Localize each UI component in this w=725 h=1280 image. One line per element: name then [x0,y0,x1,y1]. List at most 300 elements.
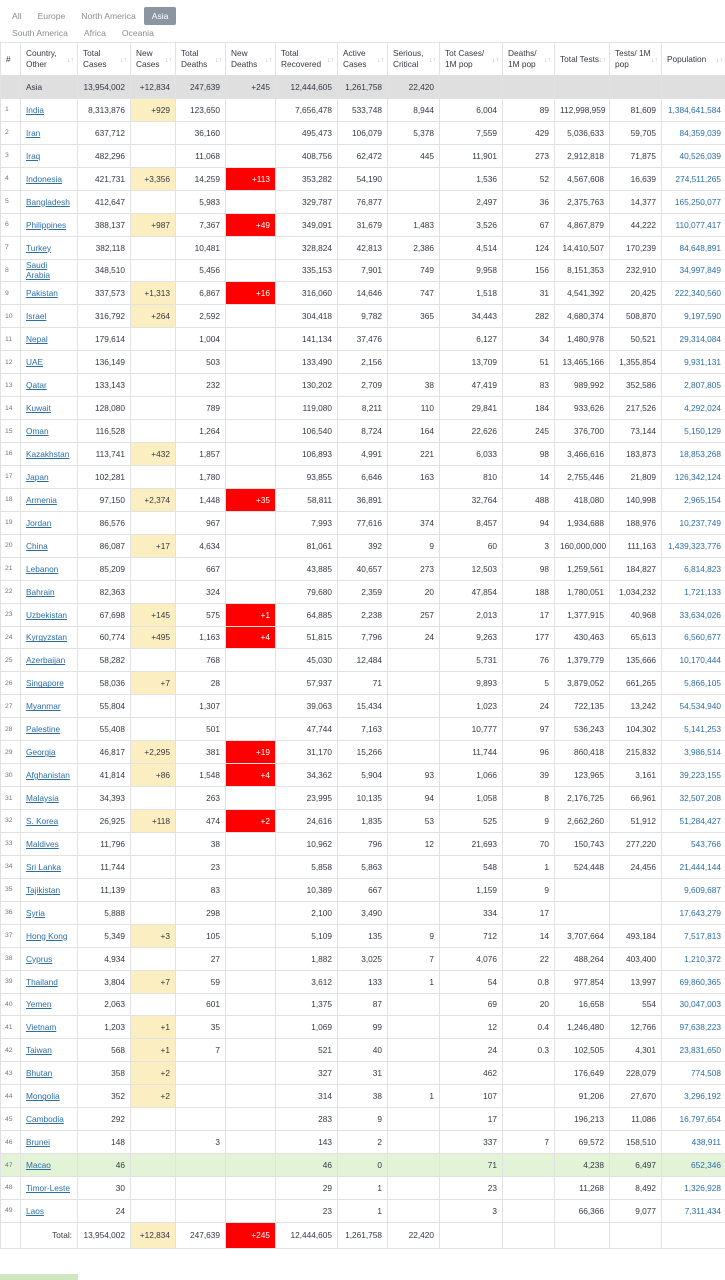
cell-deaths-per-million: 0.3 [503,1039,555,1062]
population-link[interactable]: 10,170,444 [679,655,721,666]
population-link[interactable]: 9,931,131 [684,357,721,368]
cell-total-cases: 86,576 [78,511,131,534]
country-link[interactable]: Iraq [26,150,41,161]
cell-total-tests: 933,626 [555,397,610,420]
population-link[interactable]: 165,250,077 [674,196,721,207]
cell-country [21,328,78,351]
population-link[interactable]: 274,511,265 [675,173,721,184]
cell-total-cases: 60,774 [78,626,131,649]
cell-rank: 21 [1,557,21,580]
sort-arrows-icon[interactable]: ↓↑ [377,57,384,64]
tab-europe[interactable]: Europe [37,11,66,21]
cell-total-recovered: 45,030 [276,649,338,672]
cell-population [662,144,725,167]
sort-arrows-icon[interactable]: ↓↑ [215,57,222,64]
country-link[interactable]: Palestine [26,724,61,735]
cell-new-cases [131,397,176,420]
population-link[interactable]: 54,534,940 [679,701,721,712]
country-link[interactable]: Pakistan [26,288,58,299]
column-header-total-recovered[interactable] [276,43,338,76]
table-row [1,741,725,764]
cell-deaths-per-million: 24 [503,695,555,718]
cell-country [21,1108,78,1131]
cell-country [21,993,78,1016]
table-row [1,947,725,970]
cell-country [21,626,78,649]
cell-serious-critical [388,672,440,695]
country-link[interactable]: Japan [26,471,49,482]
cell-active-cases: 8,211 [338,397,388,420]
cell-total-deaths: 7,367 [176,213,226,236]
population-link[interactable]: 1,721,133 [684,586,721,597]
country-link[interactable]: India [26,104,44,115]
cell-total-cases: 58,036 [78,672,131,695]
column-header-total-cases[interactable] [78,43,131,76]
cell-population [662,511,725,534]
population-link[interactable]: 9,609,687 [684,884,721,895]
country-link[interactable]: Macao [26,1160,51,1171]
cell-country [21,1131,78,1154]
cell-new-deaths: +1 [226,603,276,626]
cell-cases-per-million: 29,841 [440,397,503,420]
cell-new-deaths [226,1199,276,1222]
cell-tests-per-million: 71,875 [610,144,662,167]
cell-active-cases: 71 [338,672,388,695]
cell-cases-per-million: 334 [440,901,503,924]
cell-serious-critical [388,1199,440,1222]
cell-deaths-per-million: 429 [503,121,555,144]
table-row [1,351,725,374]
cell-deaths-per-million [503,1085,555,1108]
cell-total-cases: 352 [78,1085,131,1108]
population-link[interactable]: 69,860,365 [679,976,721,987]
population-link[interactable]: 1,439,323,776 [667,540,721,551]
population-link[interactable]: 29,314,084 [679,334,721,345]
cell-new-deaths [226,1108,276,1131]
cell-population [662,167,725,190]
country-link[interactable]: Hong Kong [26,930,68,941]
country-link[interactable]: Mongolia [26,1091,60,1102]
cell-new-cases [131,695,176,718]
cell-country [21,1062,78,1085]
cell-new-deaths: +245 [226,1222,276,1248]
country-link[interactable]: Georgia [26,747,56,758]
cell-total-recovered: 1,375 [276,993,338,1016]
cell-total-deaths: 263 [176,787,226,810]
cell-new-cases [131,328,176,351]
cell-tests-per-million: 24,456 [610,855,662,878]
population-link[interactable]: 126,342,124 [674,471,721,482]
tab-africa[interactable]: Africa [83,28,106,38]
country-link[interactable]: Brunei [26,1137,50,1148]
population-link[interactable]: 40,526,039 [679,150,721,161]
table-row [1,511,725,534]
population-link[interactable]: 6,814,823 [684,563,721,574]
cell-cases-per-million: 23 [440,1177,503,1200]
cell-total-tests: 2,662,260 [555,810,610,833]
cell-rank: 14 [1,397,21,420]
cell-rank: 44 [1,1085,21,1108]
population-link[interactable]: 1,326,928 [684,1182,721,1193]
cell-tests-per-million: 232,910 [610,259,662,282]
cell-new-cases [131,832,176,855]
cell-total-tests: 2,912,818 [555,144,610,167]
cell-new-cases: +3 [131,924,176,947]
cell-country [21,1016,78,1039]
cell-rank: 42 [1,1039,21,1062]
country-link[interactable]: Kazakhstan [26,448,70,459]
cell-active-cases: 7,796 [338,626,388,649]
sort-arrows-icon[interactable]: ↓↑ [544,57,551,64]
cell-serious-critical [388,1039,440,1062]
sort-arrows-icon[interactable]: ↓↑ [265,57,272,64]
cell-new-deaths [226,1085,276,1108]
country-link[interactable]: Bahrain [26,586,55,597]
cell-active-cases: 1,261,758 [338,1222,388,1248]
cell-new-cases: +145 [131,603,176,626]
cell-new-deaths [226,98,276,121]
cell-active-cases: 533,748 [338,98,388,121]
cell-total-tests: 5,036,633 [555,121,610,144]
cell-total-cases: 133,143 [78,374,131,397]
cell-total-recovered: 7,993 [276,511,338,534]
cell-deaths-per-million: 39 [503,764,555,787]
population-link[interactable]: 7,311,434 [684,1205,721,1216]
cell-country [21,1154,78,1177]
cell-tests-per-million: 9,077 [610,1199,662,1222]
table-row [1,764,725,787]
cell-tests-per-million: 4,301 [610,1039,662,1062]
tab-north-america[interactable]: North America [81,11,136,21]
population-link[interactable]: 21,444,144 [679,861,721,872]
cell-cases-per-million: 2,497 [440,190,503,213]
country-link[interactable]: Kyrgyzstan [26,632,68,643]
country-link[interactable]: Iran [26,127,41,138]
population-link[interactable]: 110,077,417 [675,219,721,230]
population-link[interactable]: 7,517,813 [684,930,721,941]
population-link[interactable]: 84,359,039 [679,127,721,138]
cell-cases-per-million: 12,503 [440,557,503,580]
cell-total-deaths: 768 [176,649,226,672]
cell-tests-per-million: 352,586 [610,374,662,397]
country-link[interactable]: Cambodia [26,1114,64,1125]
country-link[interactable]: UAE [26,357,44,368]
cell-new-deaths [226,374,276,397]
cell-total-tests [555,901,610,924]
population-link[interactable]: 1,384,641,584 [667,104,721,115]
country-link[interactable]: Nepal [26,334,48,345]
population-link[interactable]: 5,150,129 [684,426,721,437]
cell-new-cases [131,190,176,213]
population-link[interactable]: 9,197,590 [684,311,721,322]
cell-new-deaths [226,1177,276,1200]
cell-total-deaths: 503 [176,351,226,374]
population-link[interactable]: 222,340,560 [674,288,721,299]
population-link[interactable]: 16,797,654 [679,1114,721,1125]
country-link[interactable]: Israel [26,311,47,322]
tab-all[interactable]: All [12,11,22,21]
cell-total-tests: 4,867,879 [555,213,610,236]
cell-rank: 4 [1,167,21,190]
cell-country [21,443,78,466]
column-header-new-cases[interactable] [131,43,176,76]
cell-population [662,947,725,970]
cell-new-deaths [226,993,276,1016]
country-link[interactable]: Afghanistan [26,770,70,781]
country-link[interactable]: Tajikistan [26,884,61,895]
cell-active-cases: 38 [338,1085,388,1108]
sort-arrows-icon[interactable]: ↓↑ [651,57,658,64]
country-link[interactable]: Armenia [26,494,57,505]
country-link[interactable]: Kuwait [26,403,51,414]
country-link[interactable]: Timor-Leste [26,1182,70,1193]
cell-total-tests [555,1222,610,1248]
country-link[interactable]: Laos [26,1205,44,1216]
cell-rank: 25 [1,649,21,672]
population-link[interactable]: 33,634,026 [679,609,721,620]
cell-cases-per-million: 1,518 [440,282,503,305]
country-link[interactable]: China [26,540,48,551]
cell-serious-critical: 221 [388,443,440,466]
cell-new-deaths [226,901,276,924]
cell-total-cases: 292 [78,1108,131,1131]
country-link[interactable]: Uzbekistan [26,609,68,620]
cell-total-tests: 2,176,725 [555,787,610,810]
table-row [1,1131,725,1154]
cell-total-deaths: 667 [176,557,226,580]
country-link[interactable]: Lebanon [26,563,59,574]
population-link[interactable]: 1,210,372 [684,953,721,964]
country-link[interactable]: Jordan [26,517,52,528]
cell-active-cases: 135 [338,924,388,947]
cell-total-cases: 30 [78,1177,131,1200]
population-link[interactable]: 774,508 [691,1068,721,1079]
cell-serious-critical [388,901,440,924]
country-link[interactable]: Turkey [26,242,52,253]
cell-total-tests: 524,448 [555,855,610,878]
country-link[interactable]: Sri Lanka [26,861,62,872]
population-link[interactable]: 543,766 [691,838,721,849]
column-header-total-tests[interactable] [555,43,610,76]
cell-population [662,259,725,282]
cell-total-tests: 4,567,608 [555,167,610,190]
cell-total-cases: 24 [78,1199,131,1222]
cell-total-tests: 1,780,051 [555,580,610,603]
country-link[interactable]: S. Korea [26,815,59,826]
cell-serious-critical [388,649,440,672]
column-header-population[interactable] [662,43,725,76]
cell-total-tests: 176,649 [555,1062,610,1085]
cell-total-tests: 3,707,664 [555,924,610,947]
population-link[interactable]: 39,223,155 [679,770,721,781]
cell-tests-per-million: 14,377 [610,190,662,213]
cell-total-cases: 4,934 [78,947,131,970]
country-link[interactable]: Bhutan [26,1068,53,1079]
table-row [1,672,725,695]
column-header-deaths-per-million[interactable] [503,43,555,76]
population-link[interactable]: 97,638,223 [679,1022,721,1033]
cell-serious-critical: 164 [388,420,440,443]
cell-rank: 15 [1,420,21,443]
column-header-tests-per-million[interactable] [610,43,662,76]
cell-total-cases: 568 [78,1039,131,1062]
cell-rank: 33 [1,832,21,855]
cell-deaths-per-million: 34 [503,328,555,351]
country-link[interactable]: Qatar [26,380,47,391]
cell-country [21,832,78,855]
cell-rank: 19 [1,511,21,534]
column-header-rank[interactable] [1,43,21,76]
table-row [1,718,725,741]
population-link[interactable]: 438,911 [691,1137,721,1148]
country-link[interactable]: Cyprus [26,953,53,964]
cell-new-deaths [226,511,276,534]
cell-new-deaths [226,328,276,351]
cell-new-deaths [226,787,276,810]
cell-serious-critical: 110 [388,397,440,420]
cell-total-cases: 482,296 [78,144,131,167]
tab-asia[interactable]: Asia [144,7,177,25]
cell-tests-per-million: 65,613 [610,626,662,649]
sort-arrows-icon[interactable]: ↓↑ [599,57,606,64]
cell-total-cases: 1,203 [78,1016,131,1039]
cell-total-recovered: 46 [276,1154,338,1177]
cell-total-deaths: 1,857 [176,443,226,466]
cell-active-cases: 10,135 [338,787,388,810]
cell-total-tests: 66,366 [555,1199,610,1222]
country-link[interactable]: Philippines [26,219,67,230]
table-row [1,488,725,511]
column-header-active-cases[interactable] [338,43,388,76]
cell-total-deaths: 1,780 [176,465,226,488]
cell-total-deaths: 1,264 [176,420,226,443]
country-link[interactable]: Indonesia [26,173,62,184]
country-link[interactable]: Myanmar [26,701,61,712]
country-link[interactable]: Syria [26,907,45,918]
cell-country: Total: [21,1222,78,1248]
population-link[interactable]: 23,831,650 [679,1045,721,1056]
population-link[interactable]: 17,643,279 [679,907,721,918]
country-link[interactable]: Singapore [26,678,64,689]
table-row [1,603,725,626]
population-link[interactable]: 652,346 [691,1160,721,1171]
cell-new-cases: +432 [131,443,176,466]
country-link[interactable]: Maldives [26,838,59,849]
country-link[interactable]: Saudi Arabia [26,260,50,281]
population-link[interactable]: 32,507,208 [679,793,721,804]
sort-arrows-icon[interactable]: ↓↑ [165,57,172,64]
population-link[interactable]: 10,237,749 [679,517,721,528]
population-link[interactable]: 6,560,677 [684,632,721,643]
cell-total-deaths: 1,163 [176,626,226,649]
cell-rank: 45 [1,1108,21,1131]
sort-arrows-icon[interactable]: ↓↑ [716,57,723,64]
tab-south-america[interactable]: South America [12,28,68,38]
population-link[interactable]: 30,047,003 [679,999,721,1010]
column-header-cases-per-million[interactable] [440,43,503,76]
cell-total-recovered: 81,061 [276,534,338,557]
population-link[interactable]: 18,853,268 [679,448,721,459]
cell-rank: 2 [1,121,21,144]
column-header-total-deaths[interactable] [176,43,226,76]
sort-arrows-icon[interactable]: ↓↑ [327,57,334,64]
cell-tests-per-million: 140,998 [610,488,662,511]
cell-total-tests: 11,268 [555,1177,610,1200]
population-link[interactable]: 3,296,192 [684,1091,721,1102]
country-link[interactable]: Taiwan [26,1045,52,1056]
table-row [1,121,725,144]
cell-serious-critical: 9 [388,534,440,557]
country-link[interactable]: Vietnam [26,1022,57,1033]
cell-deaths-per-million: 22 [503,947,555,970]
cell-serious-critical [388,328,440,351]
country-link[interactable]: Oman [26,426,49,437]
column-header-serious-critical[interactable] [388,43,440,76]
country-link[interactable]: Azerbaijan [26,655,66,666]
column-header-country[interactable] [21,43,78,76]
cell-country [21,465,78,488]
cell-total-deaths: 6,867 [176,282,226,305]
scroll-indicator [0,1274,78,1280]
population-link[interactable]: 3,986,514 [684,747,721,758]
cell-cases-per-million: 1,159 [440,878,503,901]
cell-serious-critical [388,878,440,901]
cell-rank: 3 [1,144,21,167]
sort-arrows-icon[interactable]: ↓↑ [67,57,74,64]
cell-country [21,695,78,718]
cell-total-tests: 14,410,507 [555,236,610,259]
cell-cases-per-million: 24 [440,1039,503,1062]
country-link[interactable]: Yemen [26,999,52,1010]
cell-active-cases: 1,261,758 [338,76,388,99]
population-link[interactable]: 84,648,891 [679,242,721,253]
population-link[interactable]: 4,292,024 [684,403,721,414]
cell-new-cases [131,259,176,282]
sort-arrows-icon[interactable]: ↓↑ [120,57,127,64]
cell-serious-critical [388,993,440,1016]
cell-population [662,810,725,833]
column-header-label: Active Cases [343,48,367,69]
country-link[interactable]: Thailand [26,976,58,987]
cell-total-cases: 3,804 [78,970,131,993]
country-link[interactable]: Bangladesh [26,196,70,207]
cell-total-recovered: 521 [276,1039,338,1062]
population-link[interactable]: 5,866,105 [684,678,721,689]
cell-total-deaths: 3 [176,1131,226,1154]
population-link[interactable]: 2,965,154 [684,494,721,505]
population-link[interactable]: 2,807,805 [684,380,721,391]
population-link[interactable]: 34,997,849 [679,265,721,276]
cell-tests-per-million: 59,705 [610,121,662,144]
country-link[interactable]: Malaysia [26,793,59,804]
cell-tests-per-million: 111,163 [610,534,662,557]
cell-rank: 38 [1,947,21,970]
column-header-label: Total Cases [83,48,107,69]
table-row [1,855,725,878]
column-header-new-deaths[interactable] [226,43,276,76]
tab-oceania[interactable]: Oceania [121,28,154,38]
sort-arrows-icon[interactable]: ↓↑ [429,57,436,64]
sort-arrows-icon[interactable]: ↓↑ [492,57,499,64]
cell-total-tests: 376,700 [555,420,610,443]
cell-country [21,144,78,167]
population-link[interactable]: 5,141,253 [684,724,721,735]
cell-population [662,443,725,466]
population-link[interactable]: 51,284,427 [679,815,721,826]
cell-deaths-per-million: 98 [503,443,555,466]
cell-rank: 24 [1,626,21,649]
cell-deaths-per-million: 83 [503,374,555,397]
